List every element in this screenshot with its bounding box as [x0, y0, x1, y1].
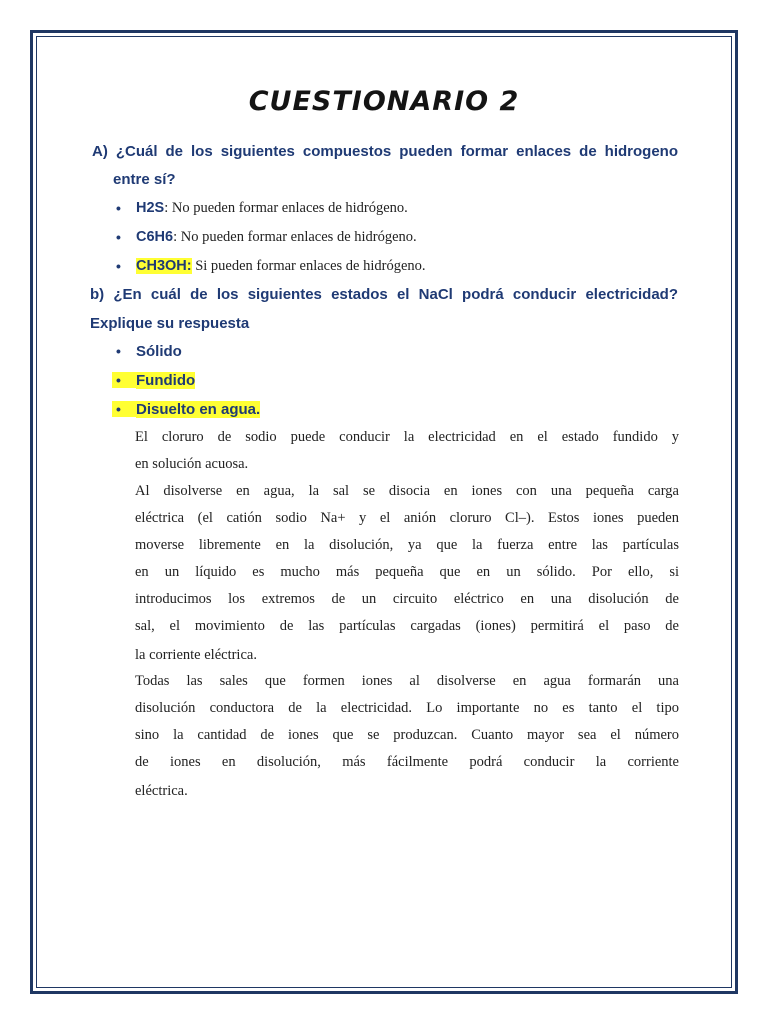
- answer-text-line: Al disolverse en agua, la sal se disocia en iones con una pequeña carga: [135, 483, 679, 499]
- compound-label: H2S: [136, 200, 165, 216]
- question-a-line-1: A) ¿Cuál de los siguientes compuestos pueden formar enlaces de hidrogeno: [92, 143, 678, 160]
- compound-text: : No pueden formar enlaces de hidrógeno.: [173, 229, 417, 245]
- answer-text-line: El cloruro de sodio puede conducir la electricidad en el estado fundido y: [135, 429, 679, 445]
- answer-item-c6h6: [136, 229, 417, 246]
- answer-text-line: eléctrica (el catión sodio Na+ y el anión cloruro Cl–). Estos iones pueden: [135, 510, 679, 526]
- question-b-line-2: Explique su respuesta: [90, 315, 250, 332]
- bullet-icon: •: [116, 229, 121, 245]
- state-item-solid: Sólido: [136, 343, 182, 360]
- bullet-icon: •: [116, 200, 121, 216]
- answer-text-line: introducimos los extremos de un circuito eléctrico en una disolución de: [135, 591, 679, 607]
- answer-text-line: de iones en disolución, más fácilmente podrá conducir la corriente: [135, 754, 679, 770]
- answer-text-line: en un líquido es mucho más pequeña que en un sólido. Por ello, si: [135, 564, 679, 580]
- answer-text-line: eléctrica.: [135, 783, 188, 799]
- answer-item-h2s: [136, 200, 408, 217]
- bullet-icon: •: [116, 258, 121, 274]
- state-item-molten-highlighted: Fundido: [136, 372, 196, 389]
- question-b-line-1: b) ¿En cuál de los siguientes estados el NaCl podrá conducir electricidad?: [90, 286, 678, 303]
- answer-text-line: en solución acuosa.: [135, 456, 249, 472]
- answer-text-line: sino la cantidad de iones que se produzcan. Cuanto mayor sea el número: [135, 727, 679, 743]
- answer-text-line: Todas las sales que formen iones al disolverse en agua formarán una: [135, 673, 679, 689]
- bullet-icon: •: [112, 372, 136, 388]
- page-title: CUESTIONARIO 2: [248, 86, 520, 117]
- answer-text-line: disolución conductora de la electricidad. Lo importante no es tanto el tipo: [135, 700, 679, 716]
- question-a-line-2: entre sí?: [113, 171, 176, 188]
- answer-text-line: moverse libremente en la disolución, ya que la fuerza entre las partículas: [135, 537, 679, 553]
- compound-label: C6H6: [136, 229, 174, 245]
- answer-text-line: sal, el movimiento de las partículas cargadas (iones) permitirá el paso de: [135, 618, 679, 634]
- bullet-icon: •: [116, 343, 121, 359]
- compound-label-highlighted: CH3OH:: [136, 258, 192, 274]
- compound-text: Si pueden formar enlaces de hidrógeno.: [191, 258, 426, 274]
- compound-text: : No pueden formar enlaces de hidrógeno.: [164, 200, 408, 216]
- state-item-dissolved-highlighted: Disuelto en agua.: [136, 401, 261, 418]
- answer-text-line: la corriente eléctrica.: [135, 647, 257, 663]
- bullet-icon: •: [112, 401, 136, 417]
- answer-item-ch3oh: [136, 258, 426, 275]
